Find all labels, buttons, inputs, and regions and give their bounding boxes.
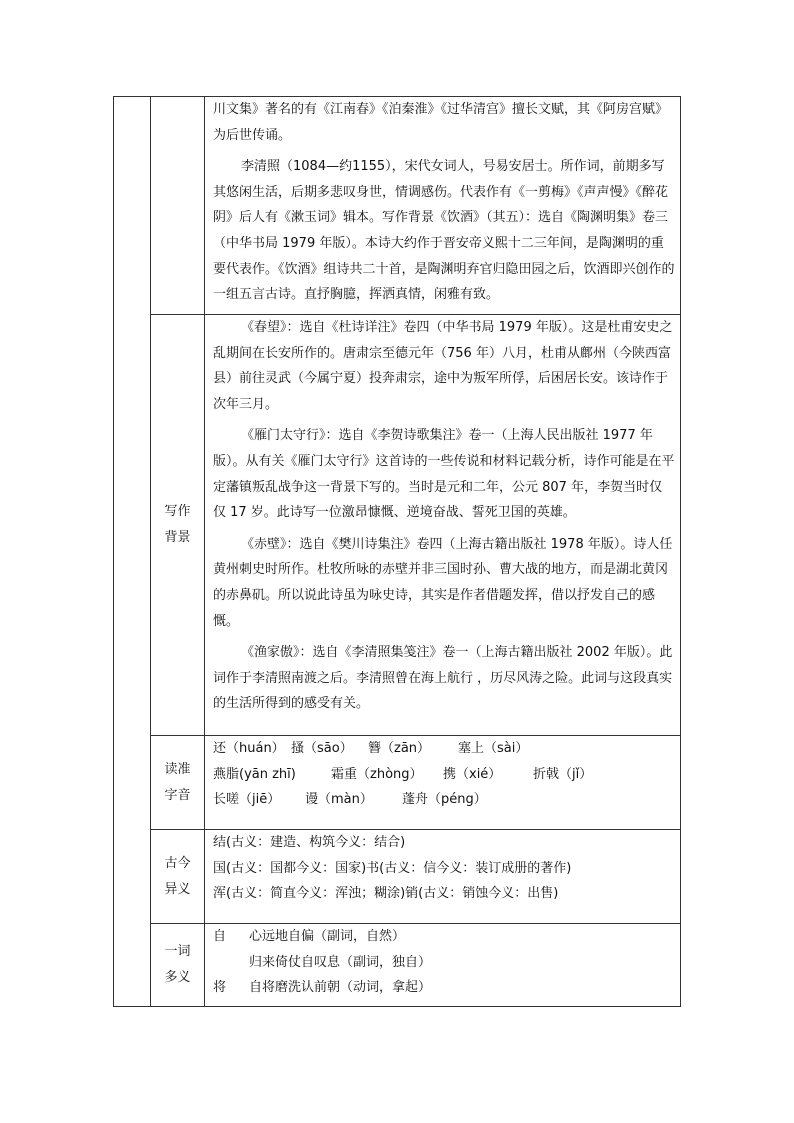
row-label-polysemy (151, 924, 205, 1007)
row-label-line: 一词 (164, 944, 191, 959)
table-row (114, 315, 681, 736)
row-label-line: 背景 (164, 530, 191, 545)
polysemy-sense: 自将磨洗认前朝（动词，拿起） (249, 980, 432, 996)
polysemy-sense: 归来倚仗自叹息（副词，独自） (249, 954, 432, 970)
background-paragraph: 《春望》：选自《杜诗详注》卷四（中华书局 1979 年版）。这是杜甫安史之乱期间在长安所作的。唐肃宗至德元年（756 年）八月，杜甫从鄜州（今陕西富县）前往灵武（今属宁夏）投奔肃宗，途中为叛军所俘，后困居长安。该诗作于次年三月。 (213, 320, 673, 412)
pronunciation-line (213, 736, 675, 762)
pronunciation-item: 长嗟（jiē） (213, 792, 281, 808)
pronunciation-item: 谩（màn） (305, 792, 373, 808)
pronunciation-item: 霜重（zhòng） (331, 766, 423, 782)
author-intro-paragraph: 李清照（1084—约1155），宋代女词人，号易安居士。所作词，前期多写其悠闲生活，后期多悲叹身世，情调感伤。代表作有《一剪梅》《声声慢》《醉花阴》后人有《漱玉词》辑本。写作背景《饮酒》（其五）：选自《陶渊明集》卷三（中华书局 1979 年版）。本诗大约作于晋安帝义熙十二三年间，是陶渊明的重要代表作。《饮酒》组诗共二十首，是陶渊明弃官归隐田园之后，饮酒即兴创作的一组五言古诗。直抒胸臆，挥洒真情，闲雅有致。 (213, 159, 675, 303)
archaic-cell (205, 830, 681, 924)
archaic-line: 国(古义：国都今义：国家)书(古义：信今义：装订成册的著作) (213, 860, 572, 876)
polysemy-cell (205, 924, 681, 1007)
pronunciation-item: 折戟（jǐ） (533, 766, 593, 782)
table-row (114, 97, 681, 315)
author-intro-paragraph: 川文集》著名的有《江南春》《泊秦淮》《过华清宫》擅长文赋，其《阿房宫赋》为后世传诵。 (213, 102, 669, 143)
background-paragraph: 《赤壁》：选自《樊川诗集注》卷四（上海古籍出版社 1978 年版）。诗人任黄州刺史时所作。杜牧所咏的赤壁并非三国时孙、曹大战的地方，而是湖北黄冈的赤鼻矶。所以说此诗虽为咏史诗，其实是作者借题发挥，借以抒发自己的感慨。 (213, 536, 673, 629)
study-table (113, 96, 681, 1007)
row-label-line: 异义 (164, 881, 191, 897)
row-label-archaic (151, 830, 205, 924)
pronunciation-item: 簪（zān） (368, 741, 431, 756)
row-label-empty (151, 97, 205, 315)
pronunciation-item: 还（huán） (213, 741, 285, 756)
row-label-pronunciation (151, 736, 205, 830)
polysemy-line (213, 924, 675, 950)
row-label-line: 字音 (164, 787, 191, 803)
table-row (114, 736, 681, 830)
polysemy-word: 自 (213, 929, 227, 944)
pronunciation-line (213, 787, 675, 813)
archaic-line: 浑(古义：简直今义：浑浊；糊涂)销(古义：销蚀今义：出售) (213, 886, 559, 902)
table-row (114, 830, 681, 924)
polysemy-line (213, 975, 675, 1001)
outer-left-cell (114, 97, 151, 1007)
row-label-line: 多义 (164, 970, 191, 985)
pronunciation-line (213, 762, 675, 788)
polysemy-line (213, 950, 675, 976)
pronunciation-item: 搔（sāo） (291, 741, 353, 756)
row-label-background (151, 315, 205, 736)
background-paragraph: 《雁门太守行》：选自《李贺诗歌集注》卷一（上海人民出版社 1977 年版）。从有关《雁门太守行》这首诗的一些传说和材料记载分析，诗作可能是在平定藩镇叛乱战争这一背景下写的。当时是元和二年，公元 807 年，李贺当时仅仅 17 岁。此诗写一位激昂慷慨、逆境奋战、誓死卫国的英雄。 (213, 428, 675, 521)
polysemy-sense: 心远地自偏（副词，自然） (249, 929, 406, 944)
archaic-line: 结(古义：建造、构筑今义：结合) (213, 835, 406, 850)
pronunciation-item: 蓬舟（péng） (402, 792, 487, 808)
row-label-line: 古今 (164, 855, 191, 871)
pronunciation-item: 燕脂(yān zhī) (213, 766, 296, 782)
row-label-line: 读准 (164, 761, 191, 777)
author-intro-cell (205, 97, 681, 315)
row-label-line: 写作 (164, 504, 191, 519)
pronunciation-item: 塞上（sài） (458, 741, 529, 756)
pronunciation-cell (205, 736, 681, 830)
table-row (114, 924, 681, 1007)
background-paragraph: 《渔家傲》：选自《李清照集笺注》卷一（上海古籍出版社 2002 年版）。此词作于李清照南渡之后。李清照曾在海上航行 ，历尽风涛之险。此词与这段真实的生活所得到的感受有关。 (213, 645, 673, 712)
polysemy-word: 将 (213, 980, 227, 996)
pronunciation-item: 携（xié） (443, 766, 502, 782)
background-cell (205, 315, 681, 736)
